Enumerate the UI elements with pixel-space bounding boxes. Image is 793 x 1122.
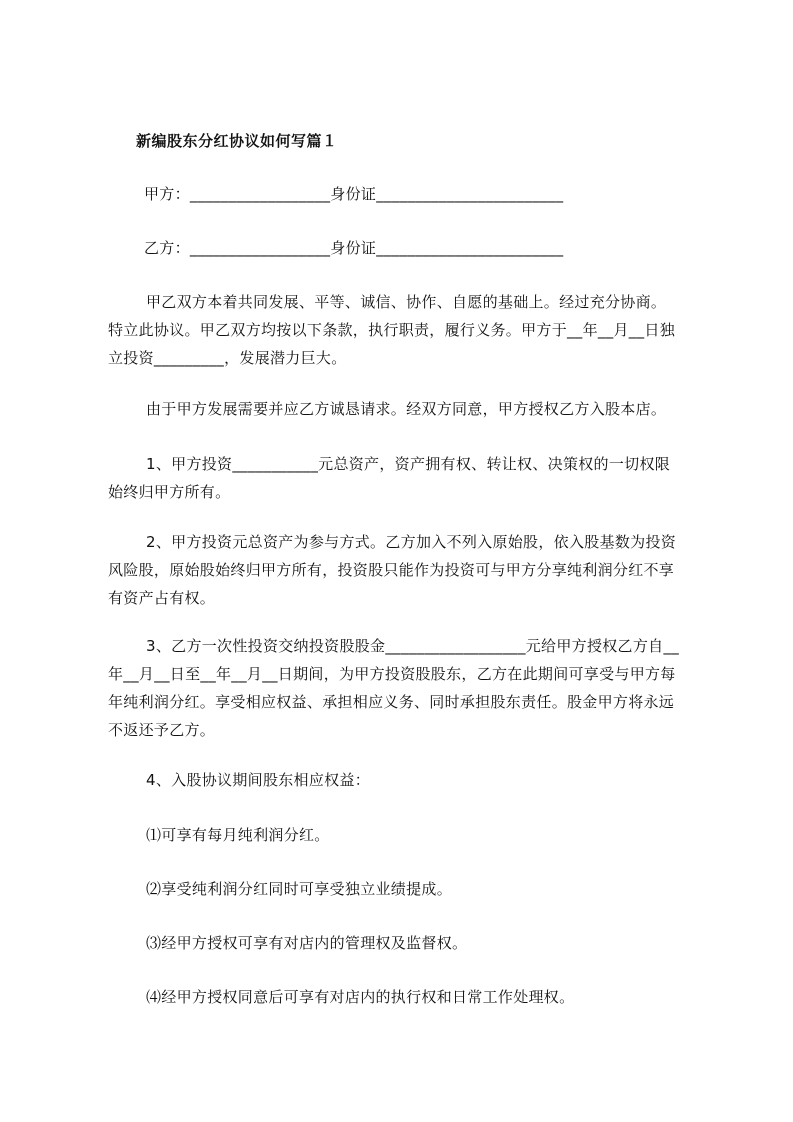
reason-paragraph: 由于甲方发展需要并应乙方诚恳请求。经双方同意，甲方授权乙方入股本店。 xyxy=(146,400,667,418)
clause-2-line-3: 有资产占有权。 xyxy=(108,589,216,607)
clause-3 xyxy=(108,632,708,744)
document-title: 新编股东分红协议如何写篇１ xyxy=(136,132,338,150)
party-a-line: 甲方：__________________身份证________________________ xyxy=(144,185,564,203)
clause-2 xyxy=(108,528,708,612)
clause-1 xyxy=(108,450,708,506)
clause-2-line-1: 2、甲方投资元总资产为参与方式。乙方加入不列入原始股，依入股基数为投资 xyxy=(146,533,677,551)
intro-line-2: 特立此协议。甲乙双方均按以下条款，执行职责，履行义务。甲方于__年__月__日独 xyxy=(108,321,676,339)
intro-paragraph xyxy=(108,288,708,372)
clause-3-line-4: 不返还予乙方。 xyxy=(108,721,216,739)
intro-line-1: 甲乙双方本着共同发展、平等、诚信、协作、自愿的基础上。经过充分协商。 xyxy=(146,293,667,311)
right-item-3: ⑶经甲方授权可享有对店内的管理权及监督权。 xyxy=(146,934,468,952)
clause-3-line-3: 年纯利润分红。享受相应权益、承担相应义务、同时承担股东责任。股金甲方将永远 xyxy=(108,693,675,711)
clause-3-line-1: 3、乙方一次性投资交纳投资股股金__________________元给甲方授权乙方自__ xyxy=(146,637,680,655)
clause-2-line-2: 风险股，原始股始终归甲方所有，投资股只能作为投资可与甲方分享纯利润分红不享 xyxy=(108,561,675,579)
intro-line-3: 立投资_________，发展潜力巨大。 xyxy=(108,349,347,367)
clause-1-line-2: 始终归甲方所有。 xyxy=(108,483,231,501)
right-item-2: ⑵享受纯利润分红同时可享受独立业绩提成。 xyxy=(146,880,453,898)
right-item-4: ⑷经甲方授权同意后可享有对店内的执行权和日常工作处理权。 xyxy=(146,988,575,1006)
clause-3-line-2: 年__月__日至__年__月__日期间，为甲方投资股股东，乙方在此期间可享受与甲方每 xyxy=(108,665,676,683)
right-item-1: ⑴可享有每月纯利润分红。 xyxy=(146,826,330,844)
party-b-line: 乙方：__________________身份证________________________ xyxy=(144,239,564,257)
clause-4-heading: 4、入股协议期间股东相应权益： xyxy=(146,771,371,789)
clause-1-line-1: 1、甲方投资___________元总资产，资产拥有权、转让权、决策权的一切权限 xyxy=(146,455,671,473)
